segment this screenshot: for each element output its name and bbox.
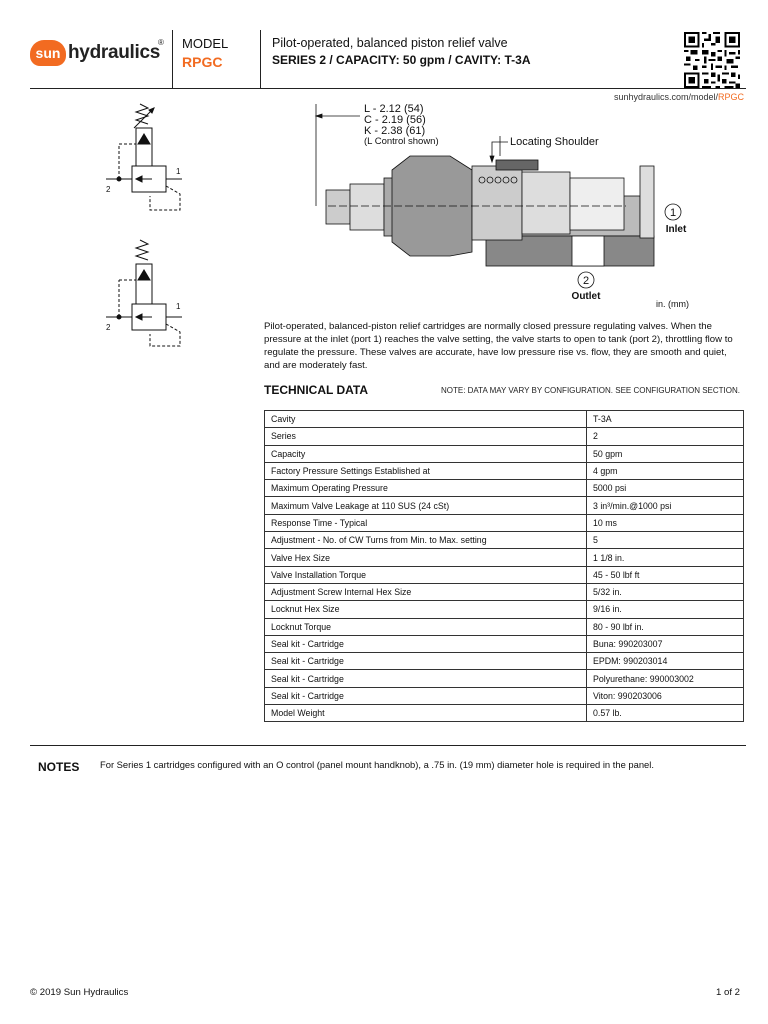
header-divider xyxy=(172,30,173,88)
model-code: RPGC xyxy=(182,54,223,70)
header-rule xyxy=(30,88,746,89)
spec-key: Seal kit - Cartridge xyxy=(265,687,587,704)
spec-value: Polyurethane: 990003002 xyxy=(587,670,744,687)
spec-key: Adjustment - No. of CW Turns from Min. to Max. setting xyxy=(265,532,587,549)
page-number: 1 of 2 xyxy=(715,987,740,998)
spec-value: 0.57 lb. xyxy=(587,705,744,722)
spec-key: Series xyxy=(265,428,587,445)
spec-key: Model Weight xyxy=(265,705,587,722)
outlet-label: Outlet xyxy=(571,291,601,302)
spec-key: Seal kit - Cartridge xyxy=(265,670,587,687)
qr-code-icon xyxy=(684,32,740,88)
spec-key: Seal kit - Cartridge xyxy=(265,653,587,670)
spec-key: Locknut Torque xyxy=(265,618,587,635)
model-label: MODEL xyxy=(182,36,229,51)
spec-value: EPDM: 990203014 xyxy=(587,653,744,670)
spec-key: Seal kit - Cartridge xyxy=(265,635,587,652)
symbol-bottom-port1: 1 xyxy=(176,302,181,311)
spec-key: Adjustment Screw Internal Hex Size xyxy=(265,583,587,600)
hydraulic-symbols xyxy=(96,96,196,356)
page-header xyxy=(30,30,746,88)
url-model: RPGC xyxy=(717,92,744,102)
notes-title: NOTES xyxy=(38,760,80,774)
logo-registered-mark: ® xyxy=(158,38,164,47)
header-divider xyxy=(260,30,261,88)
spec-value: Buna: 990203007 xyxy=(587,635,744,652)
spec-value: T-3A xyxy=(587,411,744,428)
spec-key: Response Time - Typical xyxy=(265,514,587,531)
logo-sun-text: sun xyxy=(35,45,61,61)
symbol-top-port1: 1 xyxy=(176,167,181,176)
table-row xyxy=(265,428,744,445)
table-row xyxy=(265,532,744,549)
table-row xyxy=(265,618,744,635)
spec-key: Locknut Hex Size xyxy=(265,601,587,618)
logo-wordmark: hydraulics xyxy=(68,42,161,63)
symbol-bottom xyxy=(106,240,182,346)
spec-key: Cavity xyxy=(265,411,587,428)
symbol-top xyxy=(106,104,182,210)
spec-value: 5000 psi xyxy=(587,480,744,497)
spec-value: 3 in³/min.@1000 psi xyxy=(587,497,744,514)
symbol-top-port2: 2 xyxy=(106,185,111,194)
table-row xyxy=(265,411,744,428)
outlet-port-number: 2 xyxy=(582,275,590,287)
copyright: © 2019 Sun Hydraulics xyxy=(30,987,129,998)
inlet-port-number: 1 xyxy=(669,207,677,219)
spec-value: 2 xyxy=(587,428,744,445)
spec-key: Capacity xyxy=(265,445,587,462)
table-row xyxy=(265,445,744,462)
spec-key: Factory Pressure Settings Established at xyxy=(265,462,587,479)
spec-key: Valve Hex Size xyxy=(265,549,587,566)
technical-data-table xyxy=(264,410,744,722)
spec-value: 5/32 in. xyxy=(587,583,744,600)
dim-c-label: C - 2.19 (56) xyxy=(364,114,426,126)
sun-hydraulics-logo xyxy=(30,36,166,76)
spec-key: Maximum Valve Leakage at 110 SUS (24 cSt) xyxy=(265,497,587,514)
units-label: in. (mm) xyxy=(656,299,689,309)
spec-value: 1 1/8 in. xyxy=(587,549,744,566)
table-row xyxy=(265,653,744,670)
spec-value: 80 - 90 lbf in. xyxy=(587,618,744,635)
spec-key: Valve Installation Torque xyxy=(265,566,587,583)
spec-value: Viton: 990203006 xyxy=(587,687,744,704)
spec-value: 9/16 in. xyxy=(587,601,744,618)
technical-data-note: NOTE: DATA MAY VARY BY CONFIGURATION. SEE CONFIGURATION SECTION. xyxy=(440,386,740,395)
product-subtitle: SERIES 2 / CAPACITY: 50 gpm / CAVITY: T-3A xyxy=(272,53,531,67)
table-row xyxy=(265,462,744,479)
spec-key: Maximum Operating Pressure xyxy=(265,480,587,497)
table-row xyxy=(265,635,744,652)
table-row xyxy=(265,705,744,722)
table-row xyxy=(265,687,744,704)
spec-value: 5 xyxy=(587,532,744,549)
table-row xyxy=(265,549,744,566)
spec-value: 50 gpm xyxy=(587,445,744,462)
inlet-label: Inlet xyxy=(665,224,687,235)
table-row xyxy=(265,566,744,583)
dim-l-label: L - 2.12 (54) xyxy=(364,103,424,115)
dim-note: (L Control shown) xyxy=(364,136,439,147)
notes-rule xyxy=(30,745,746,746)
table-row xyxy=(265,601,744,618)
dim-k-label: K - 2.38 (61) xyxy=(364,125,426,137)
spec-value: 4 gpm xyxy=(587,462,744,479)
symbol-bottom-port2: 2 xyxy=(106,323,111,332)
table-row xyxy=(265,514,744,531)
product-title: Pilot-operated, balanced piston relief valve xyxy=(272,36,508,50)
technical-data-title: TECHNICAL DATA xyxy=(264,383,368,397)
url-prefix: sunhydraulics.com/model/ xyxy=(613,92,718,102)
spec-value: 10 ms xyxy=(587,514,744,531)
table-row xyxy=(265,480,744,497)
valve-body xyxy=(326,156,654,266)
table-row xyxy=(265,670,744,687)
cross-section-drawing xyxy=(300,96,700,312)
table-row xyxy=(265,497,744,514)
table-row xyxy=(265,583,744,600)
spec-value: 45 - 50 lbf ft xyxy=(587,566,744,583)
product-description: Pilot-operated, balanced-piston relief cartridges are normally closed pressure regulating valves. When the pressure at the inlet (port 1) reaches the valve setting, the valve starts to open to tank (port 2), throttling flow to regulate the pressure. These valves are accurate, have low pressure rise vs. flow, they are smooth and quiet, and are moderately fast. xyxy=(264,321,733,371)
locating-shoulder-label: Locating Shoulder xyxy=(510,136,599,148)
notes-text: For Series 1 cartridges configured with an O control (panel mount handknob), a .75 in. (19 mm) diameter hole is required in the panel. xyxy=(100,759,654,770)
